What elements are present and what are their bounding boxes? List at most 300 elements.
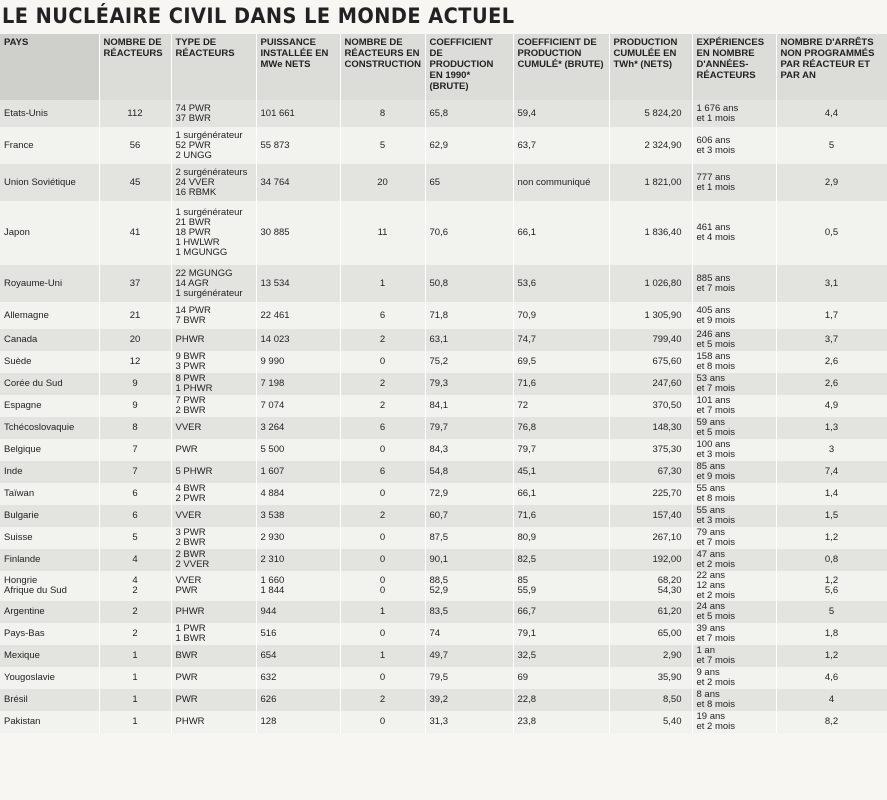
- cell-arrets: 1,7: [776, 302, 887, 329]
- cell-coef1990: 39,2: [425, 689, 513, 711]
- cell-experience: [692, 302, 776, 329]
- cell-experience: [692, 100, 776, 127]
- cell-puissance: 7 074: [256, 395, 340, 417]
- cell-construction: 0: [340, 439, 425, 461]
- col-header-arrets: NOMBRE D'ARRÊTS NON PROGRAMMÉS PAR RÉACTEUR ET PAR AN: [776, 34, 887, 100]
- cell-nombre: 20: [99, 329, 171, 351]
- cell-type: [171, 395, 256, 417]
- experience-line: 606 ans: [696, 134, 731, 146]
- cell-coefcumule: 63,7: [513, 127, 609, 164]
- type-line: 21 BWR: [175, 217, 211, 228]
- cell-coefcumule: 66,7: [513, 601, 609, 623]
- cell-nombre: 7: [99, 439, 171, 461]
- cell-coefcumule: 32,5: [513, 645, 609, 667]
- type-line: 2 PWR: [175, 493, 206, 504]
- cell-production: 375,30: [609, 439, 692, 461]
- type-line: PWR: [175, 585, 198, 596]
- type-line: 2 BWR: [175, 549, 206, 560]
- type-line: 24 VVER: [175, 176, 215, 188]
- cell-coef1990: [425, 571, 513, 601]
- cell-pays: Union Soviétique: [0, 164, 99, 201]
- cell-arrets: 1,4: [776, 483, 887, 505]
- cell-experience: [692, 439, 776, 461]
- cell-experience: [692, 201, 776, 265]
- cell-production: 157,40: [609, 505, 692, 527]
- col-header-pays: PAYS: [0, 34, 99, 100]
- cell-nombre: 45: [99, 164, 171, 201]
- cell-puissance: 30 885: [256, 201, 340, 265]
- cell-coefcumule: 66,1: [513, 201, 609, 265]
- experience-line: et 7 mois: [696, 537, 736, 548]
- cell-puissance: 944: [256, 601, 340, 623]
- cell-nombre: 8: [99, 417, 171, 439]
- cell-nombre: 12: [99, 351, 171, 373]
- cell-coefcumule: 71,6: [513, 505, 609, 527]
- cell-production: 370,50: [609, 395, 692, 417]
- cell-coefcumule: non communiqué: [513, 164, 609, 201]
- cell-puissance: 2 310: [256, 549, 340, 571]
- cell-nombre: 9: [99, 395, 171, 417]
- cell-type: [171, 645, 256, 667]
- cell-production: 267,10: [609, 527, 692, 549]
- cell-coefcumule: 71,6: [513, 373, 609, 395]
- cell-experience: [692, 395, 776, 417]
- experience-line: et 3 mois: [696, 515, 736, 526]
- cell-production: 247,60: [609, 373, 692, 395]
- cell-nombre: 1: [99, 711, 171, 733]
- cell-coefcumule: 80,9: [513, 527, 609, 549]
- cell-type: [171, 689, 256, 711]
- cell-construction: 0: [340, 549, 425, 571]
- type-line: PWR: [175, 444, 198, 455]
- type-line: PWR: [175, 694, 198, 705]
- construction-line: 0: [379, 575, 386, 586]
- cell-coef1990: 90,1: [425, 549, 513, 571]
- cell-construction: 8: [340, 100, 425, 127]
- cell-coefcumule: 69,5: [513, 351, 609, 373]
- cell-nombre: 37: [99, 265, 171, 302]
- experience-line: et 2 mois: [696, 721, 736, 732]
- construction-line: 0: [379, 585, 386, 596]
- cell-type: [171, 127, 256, 164]
- cell-experience: [692, 505, 776, 527]
- cell-production: 1 026,80: [609, 265, 692, 302]
- cell-coef1990: 65: [425, 164, 513, 201]
- type-line: 14 PWR: [175, 304, 211, 316]
- table-row: [0, 265, 887, 302]
- experience-line: et 5 mois: [696, 427, 736, 438]
- cell-production: 67,30: [609, 461, 692, 483]
- experience-line: 246 ans: [696, 329, 731, 340]
- cell-arrets: 4,9: [776, 395, 887, 417]
- table-row: [0, 549, 887, 571]
- cell-type: [171, 527, 256, 549]
- experience-line: 19 ans: [696, 711, 726, 722]
- type-line: 52 PWR: [175, 139, 211, 151]
- type-line: 2 BWR: [175, 405, 206, 416]
- experience-line: et 2 mois: [696, 677, 736, 688]
- type-line: 3 PWR: [175, 361, 206, 372]
- table-row: [0, 461, 887, 483]
- cell-construction: 2: [340, 329, 425, 351]
- cell-coef1990: 83,5: [425, 601, 513, 623]
- cell-type: [171, 100, 256, 127]
- cell-pays: Etats-Unis: [0, 100, 99, 127]
- cell-construction: 2: [340, 373, 425, 395]
- cell-pays: Finlande: [0, 549, 99, 571]
- cell-production: 8,50: [609, 689, 692, 711]
- cell-experience: [692, 689, 776, 711]
- cell-nombre: 7: [99, 461, 171, 483]
- experience-line: et 1 mois: [696, 112, 736, 124]
- cell-type: [171, 201, 256, 265]
- cell-puissance: 654: [256, 645, 340, 667]
- pays-line: Afrique du Sud: [4, 585, 67, 596]
- cell-coefcumule: 74,7: [513, 329, 609, 351]
- cell-arrets: 1,8: [776, 623, 887, 645]
- cell-coefcumule: 79,1: [513, 623, 609, 645]
- table-row: [0, 483, 887, 505]
- cell-arrets: 4: [776, 689, 887, 711]
- experience-line: et 4 mois: [696, 232, 736, 243]
- cell-arrets: 5: [776, 601, 887, 623]
- type-line: 1 surgénérateur: [175, 129, 243, 141]
- type-line: 1 BWR: [175, 633, 206, 644]
- table-row: [0, 601, 887, 623]
- cell-production: 5,40: [609, 711, 692, 733]
- experience-line: 53 ans: [696, 373, 726, 384]
- table-row: [0, 164, 887, 201]
- cell-puissance: 9 990: [256, 351, 340, 373]
- table-row: [0, 100, 887, 127]
- cell-puissance: 3 264: [256, 417, 340, 439]
- cell-production: 148,30: [609, 417, 692, 439]
- cell-production: 5 824,20: [609, 100, 692, 127]
- cell-type: [171, 711, 256, 733]
- cell-type: [171, 667, 256, 689]
- cell-coefcumule: [513, 571, 609, 601]
- cell-pays: Yougoslavie: [0, 667, 99, 689]
- cell-coefcumule: 66,1: [513, 483, 609, 505]
- type-line: BWR: [175, 650, 198, 661]
- experience-line: 55 ans: [696, 505, 726, 516]
- experience-line: 461 ans: [696, 222, 731, 233]
- cell-coef1990: 62,9: [425, 127, 513, 164]
- cell-coef1990: 70,6: [425, 201, 513, 265]
- cell-construction: 0: [340, 711, 425, 733]
- cell-construction: 0: [340, 623, 425, 645]
- cell-arrets: 5: [776, 127, 887, 164]
- puissance-line: 1 844: [260, 585, 285, 596]
- experience-line: 22 ans: [696, 571, 726, 581]
- cell-pays: Canada: [0, 329, 99, 351]
- col-header-type: TYPE DE RÉACTEURS: [171, 34, 256, 100]
- cell-pays: Suède: [0, 351, 99, 373]
- cell-pays: Royaume-Uni: [0, 265, 99, 302]
- type-line: 18 PWR: [175, 227, 211, 238]
- experience-line: 39 ans: [696, 623, 726, 634]
- cell-puissance: 4 884: [256, 483, 340, 505]
- cell-pays: Taïwan: [0, 483, 99, 505]
- cell-pays: [0, 571, 99, 601]
- table-row: [0, 571, 887, 601]
- coefcumule-line: 85: [517, 575, 529, 586]
- cell-puissance: 34 764: [256, 164, 340, 201]
- cell-pays: Japon: [0, 201, 99, 265]
- type-line: 16 RBMK: [175, 186, 217, 198]
- cell-arrets: 3,1: [776, 265, 887, 302]
- cell-nombre: 6: [99, 505, 171, 527]
- cell-arrets: 1,3: [776, 417, 887, 439]
- cell-coef1990: 71,8: [425, 302, 513, 329]
- cell-coef1990: 54,8: [425, 461, 513, 483]
- cell-construction: 0: [340, 527, 425, 549]
- table-row: [0, 329, 887, 351]
- cell-nombre: 41: [99, 201, 171, 265]
- cell-arrets: 4,6: [776, 667, 887, 689]
- type-line: 2 BWR: [175, 537, 206, 548]
- type-line: VVER: [175, 510, 202, 521]
- type-line: PHWR: [175, 334, 205, 345]
- table-row: [0, 417, 887, 439]
- experience-line: 9 ans: [696, 667, 720, 678]
- table-row: [0, 373, 887, 395]
- cell-type: [171, 265, 256, 302]
- cell-nombre: 56: [99, 127, 171, 164]
- type-line: 2 UNGG: [175, 149, 212, 161]
- table-row: [0, 623, 887, 645]
- cell-type: [171, 483, 256, 505]
- type-line: 1 surgénérateur: [175, 207, 243, 218]
- cell-puissance: 1 607: [256, 461, 340, 483]
- cell-puissance: 2 930: [256, 527, 340, 549]
- cell-coef1990: 63,1: [425, 329, 513, 351]
- cell-production: 192,00: [609, 549, 692, 571]
- table-row: [0, 127, 887, 164]
- col-header-coefcumule: COEFFICIENT DE PRODUCTION CUMULÉ* (BRUTE): [513, 34, 609, 100]
- type-line: 74 PWR: [175, 102, 211, 114]
- experience-line: 85 ans: [696, 461, 726, 472]
- cell-coef1990: 74: [425, 623, 513, 645]
- cell-puissance: 22 461: [256, 302, 340, 329]
- cell-construction: 6: [340, 302, 425, 329]
- cell-experience: [692, 265, 776, 302]
- cell-pays: Corée du Sud: [0, 373, 99, 395]
- cell-type: [171, 164, 256, 201]
- cell-coefcumule: 72: [513, 395, 609, 417]
- cell-coefcumule: 76,8: [513, 417, 609, 439]
- type-line: PWR: [175, 672, 198, 683]
- cell-arrets: 2,6: [776, 373, 887, 395]
- cell-production: 65,00: [609, 623, 692, 645]
- type-line: 5 PHWR: [175, 466, 213, 477]
- cell-pays: Espagne: [0, 395, 99, 417]
- cell-type: [171, 417, 256, 439]
- cell-coef1990: 79,7: [425, 417, 513, 439]
- cell-puissance: 55 873: [256, 127, 340, 164]
- type-line: 22 MGUNGG: [175, 267, 233, 279]
- cell-pays: Mexique: [0, 645, 99, 667]
- production-line: 54,30: [657, 585, 682, 596]
- cell-production: 1 305,90: [609, 302, 692, 329]
- cell-experience: [692, 329, 776, 351]
- experience-line: et 3 mois: [696, 144, 736, 156]
- cell-coefcumule: 82,5: [513, 549, 609, 571]
- cell-arrets: 2,6: [776, 351, 887, 373]
- cell-nombre: 1: [99, 645, 171, 667]
- experience-line: et 2 mois: [696, 590, 736, 601]
- cell-coefcumule: 22,8: [513, 689, 609, 711]
- cell-pays: Suisse: [0, 527, 99, 549]
- experience-line: et 7 mois: [696, 405, 736, 416]
- cell-pays: Pakistan: [0, 711, 99, 733]
- cell-experience: [692, 601, 776, 623]
- cell-arrets: 2,9: [776, 164, 887, 201]
- type-line: 1 MGUNGG: [175, 247, 228, 258]
- cell-construction: 0: [340, 667, 425, 689]
- table-row: [0, 667, 887, 689]
- nombre-line: 2: [132, 585, 138, 596]
- col-header-puissance: PUISSANCE INSTALLÉE EN MWe NETS: [256, 34, 340, 100]
- cell-nombre: 1: [99, 667, 171, 689]
- cell-pays: Argentine: [0, 601, 99, 623]
- cell-nombre: [99, 571, 171, 601]
- col-header-nombre: NOMBRE DE RÉACTEURS: [99, 34, 171, 100]
- experience-line: et 2 mois: [696, 559, 736, 570]
- experience-line: 24 ans: [696, 601, 726, 612]
- experience-line: et 5 mois: [696, 339, 736, 350]
- experience-line: 885 ans: [696, 272, 731, 284]
- type-line: 7 BWR: [175, 314, 206, 326]
- cell-puissance: 626: [256, 689, 340, 711]
- experience-line: 1 an: [696, 645, 715, 656]
- cell-construction: 20: [340, 164, 425, 201]
- cell-puissance: 5 500: [256, 439, 340, 461]
- cell-arrets: [776, 571, 887, 601]
- cell-nombre: 6: [99, 483, 171, 505]
- type-line: PHWR: [175, 606, 205, 617]
- cell-puissance: 3 538: [256, 505, 340, 527]
- cell-pays: Bulgarie: [0, 505, 99, 527]
- cell-coef1990: 84,3: [425, 439, 513, 461]
- col-header-coef1990: COEFFICIENT DE PRODUCTION EN 1990* (BRUTE): [425, 34, 513, 100]
- cell-type: [171, 505, 256, 527]
- cell-puissance: 516: [256, 623, 340, 645]
- type-line: 3 PWR: [175, 527, 206, 538]
- cell-experience: [692, 623, 776, 645]
- cell-arrets: 0,8: [776, 549, 887, 571]
- table-row: [0, 439, 887, 461]
- experience-line: 59 ans: [696, 417, 726, 428]
- cell-construction: 1: [340, 265, 425, 302]
- cell-production: 1 821,00: [609, 164, 692, 201]
- experience-line: et 8 mois: [696, 699, 736, 710]
- cell-nombre: 4: [99, 549, 171, 571]
- experience-line: et 7 mois: [696, 383, 736, 394]
- cell-construction: 1: [340, 645, 425, 667]
- cell-puissance: [256, 571, 340, 601]
- cell-experience: [692, 527, 776, 549]
- coef1990-line: 52,9: [429, 585, 448, 596]
- cell-coef1990: 31,3: [425, 711, 513, 733]
- cell-production: 225,70: [609, 483, 692, 505]
- experience-line: 47 ans: [696, 549, 726, 560]
- table-row: [0, 505, 887, 527]
- cell-arrets: 3,7: [776, 329, 887, 351]
- col-header-production: PRODUCTION CUMULÉE EN TWh* (NETS): [609, 34, 692, 100]
- type-line: 2 surgénérateurs: [175, 166, 248, 178]
- experience-line: et 5 mois: [696, 611, 736, 622]
- cell-nombre: 1: [99, 689, 171, 711]
- page-title: LE NUCLÉAIRE CIVIL DANS LE MONDE ACTUEL: [2, 4, 515, 28]
- cell-type: [171, 302, 256, 329]
- cell-coef1990: 87,5: [425, 527, 513, 549]
- experience-line: 101 ans: [696, 395, 731, 406]
- type-line: 8 PWR: [175, 373, 206, 384]
- cell-coefcumule: 59,4: [513, 100, 609, 127]
- cell-nombre: 9: [99, 373, 171, 395]
- cell-production: 1 836,40: [609, 201, 692, 265]
- table-row: [0, 527, 887, 549]
- cell-puissance: 14 023: [256, 329, 340, 351]
- table-row: [0, 351, 887, 373]
- cell-coef1990: 65,8: [425, 100, 513, 127]
- experience-line: et 7 mois: [696, 282, 736, 294]
- nuclear-table: [0, 34, 887, 733]
- cell-coefcumule: 53,6: [513, 265, 609, 302]
- cell-puissance: 13 534: [256, 265, 340, 302]
- cell-production: 675,60: [609, 351, 692, 373]
- cell-coefcumule: 45,1: [513, 461, 609, 483]
- experience-line: et 8 mois: [696, 361, 736, 372]
- cell-coef1990: 50,8: [425, 265, 513, 302]
- cell-arrets: 8,2: [776, 711, 887, 733]
- coefcumule-line: 55,9: [517, 585, 536, 596]
- table-row: [0, 645, 887, 667]
- cell-construction: 2: [340, 689, 425, 711]
- cell-experience: [692, 667, 776, 689]
- type-line: 2 VVER: [175, 559, 210, 570]
- col-header-experience: EXPÉRIENCES EN NOMBRE D'ANNÉES-RÉACTEURS: [692, 34, 776, 100]
- cell-pays: France: [0, 127, 99, 164]
- cell-type: [171, 623, 256, 645]
- cell-experience: [692, 711, 776, 733]
- table-row: [0, 302, 887, 329]
- cell-coef1990: 79,5: [425, 667, 513, 689]
- experience-line: et 3 mois: [696, 449, 736, 460]
- puissance-line: 1 660: [260, 575, 285, 586]
- production-line: 68,20: [657, 575, 682, 586]
- type-line: 1 PWR: [175, 623, 206, 634]
- cell-experience: [692, 571, 776, 601]
- experience-line: 1 676 ans: [696, 102, 739, 114]
- cell-coefcumule: 70,9: [513, 302, 609, 329]
- type-line: 7 PWR: [175, 395, 206, 406]
- cell-construction: [340, 571, 425, 601]
- header-row: [0, 34, 887, 100]
- cell-experience: [692, 483, 776, 505]
- cell-nombre: 2: [99, 601, 171, 623]
- cell-puissance: 632: [256, 667, 340, 689]
- cell-arrets: 0,5: [776, 201, 887, 265]
- table-row: [0, 395, 887, 417]
- cell-construction: 0: [340, 351, 425, 373]
- cell-nombre: 5: [99, 527, 171, 549]
- experience-line: 55 ans: [696, 483, 726, 494]
- cell-arrets: 3: [776, 439, 887, 461]
- arrets-line: 1,2: [824, 575, 839, 586]
- cell-construction: 1: [340, 601, 425, 623]
